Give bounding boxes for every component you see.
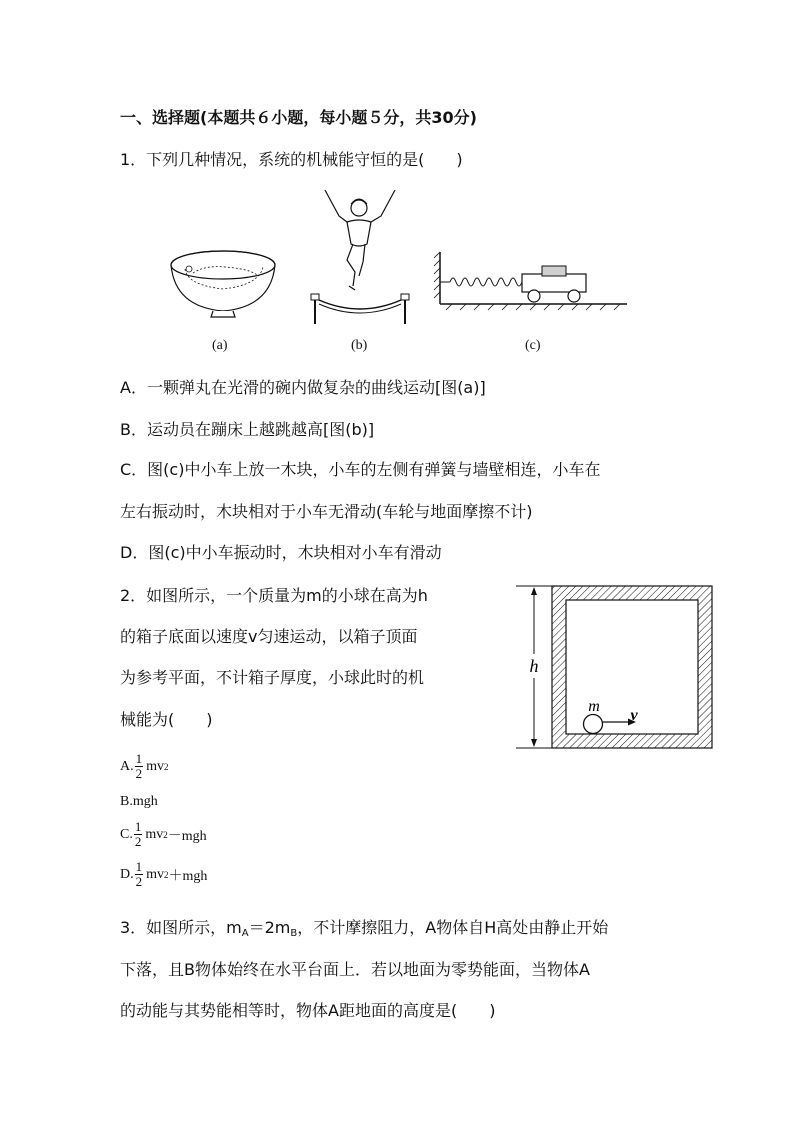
frac-num: 1 <box>135 751 143 766</box>
q3-line1-part-b: ＝2m <box>248 918 291 937</box>
q1-option-a: A．一颗弹丸在光滑的碗内做复杂的曲线运动[图(a)] <box>120 378 486 397</box>
q2-option-a <box>120 752 169 781</box>
q1-option-c-line2: 左右振动时，木块相对于小车无滑动(车轮与地面摩擦不计) <box>120 502 533 521</box>
q2-stem-line2: 的箱子底面以速度v匀速运动，以箱子顶面 <box>120 627 418 646</box>
option-a-expr: mv <box>146 758 165 774</box>
q1-option-d: D．图(c)中小车振动时，木块相对小车有滑动 <box>120 543 442 562</box>
velocity-label: v <box>630 707 638 724</box>
exponent: 2 <box>164 869 169 880</box>
fraction-half <box>135 752 144 781</box>
fraction-half <box>134 820 143 849</box>
q2-stem-line3: 为参考平面，不计箱子厚度，小球此时的机 <box>120 668 425 687</box>
option-d-tail: ＋mgh <box>168 868 208 884</box>
option-d-prefix: D. <box>120 866 134 882</box>
q1-option-b: B．运动员在蹦床上越跳越高[图(b)] <box>120 420 375 439</box>
q2-stem-line1: 2．如图所示，一个质量为m的小球在高为h <box>120 586 428 605</box>
q1-stem: 1．下列几种情况，系统的机械能守恒的是( ) <box>120 150 463 169</box>
height-label: h <box>529 656 539 676</box>
subscript-a: A <box>241 928 249 939</box>
q3-line3: 的动能与其势能相等时，物体A距地面的高度是( ) <box>120 1001 496 1020</box>
section-title: 一、选择题(本题共６小题，每小题５分，共30分) <box>120 108 477 127</box>
frac-num: 1 <box>135 859 143 874</box>
q2-stem-line4: 械能为( ) <box>120 710 213 729</box>
q2-option-b <box>120 794 158 810</box>
q3-line1-part-a: 3．如图所示，m <box>120 918 242 937</box>
exponent: 2 <box>163 829 168 840</box>
q2-box-figure <box>514 584 719 752</box>
subscript-b: B <box>290 928 298 939</box>
option-c-tail: －mgh <box>167 828 207 844</box>
option-b-text: B.mgh <box>120 794 158 809</box>
q1-option-c-line1: C．图(c)中小车上放一木块，小车的左侧有弹簧与墙壁相连，小车在 <box>120 460 601 479</box>
frac-num: 1 <box>134 819 142 834</box>
exponent: 2 <box>164 761 169 772</box>
fraction-half <box>135 860 144 889</box>
frac-den: 2 <box>135 874 143 889</box>
frac-den: 2 <box>135 766 143 781</box>
figure-c-spring-cart <box>432 248 632 313</box>
figure-a-bowl <box>165 245 285 320</box>
mass-label: m <box>588 698 600 715</box>
figure-label-c: (c) <box>525 338 541 353</box>
option-d-expr: mv <box>146 866 165 882</box>
figure-b-trampoline <box>305 186 415 326</box>
q3-line2: 下落，且B物体始终在水平台面上．若以地面为零势能面，当物体A <box>120 960 590 979</box>
q2-option-d <box>120 860 207 889</box>
option-c-prefix: C. <box>120 826 133 842</box>
frac-den: 2 <box>134 834 142 849</box>
q3-line1-part-c: ，不计摩擦阻力，A物体自H高处由静止开始 <box>297 918 609 937</box>
q3-line1 <box>120 918 608 944</box>
figure-label-a: (a) <box>212 338 228 353</box>
option-a-prefix: A. <box>120 758 134 774</box>
q2-option-c <box>120 820 207 849</box>
option-c-expr: mv <box>145 826 164 842</box>
figure-label-b: (b) <box>351 338 368 353</box>
